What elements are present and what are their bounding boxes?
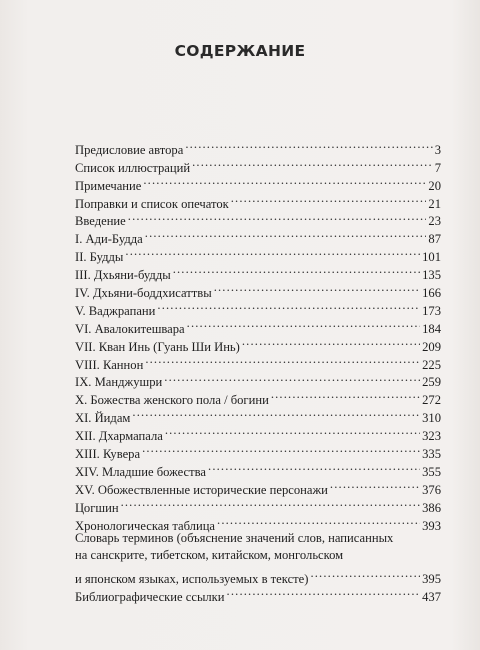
- toc-entry-page: 3: [434, 142, 441, 157]
- toc-entry-label: Предисловие автора: [75, 142, 184, 157]
- toc-entry-page: 173: [422, 303, 441, 318]
- glossary-line-2: на санскрите, тибетском, китайском, монгольском: [75, 548, 344, 563]
- dot-leader: [271, 386, 420, 404]
- toc-entry-label: VI. Авалокитешвара: [75, 321, 185, 336]
- toc-entry: [75, 136, 441, 157]
- dot-leader: [121, 494, 421, 512]
- table-of-contents: [75, 136, 441, 605]
- dot-leader: [217, 512, 420, 530]
- dot-leader: [214, 279, 420, 297]
- glossary-line-3: и японском языках, используемых в тексте): [75, 572, 309, 587]
- toc-entry-label: XII. Дхармапала: [75, 429, 163, 444]
- toc-entry: [75, 243, 441, 265]
- toc-entry-label: IV. Дхьяни-боддхисаттвы: [75, 286, 212, 301]
- dot-leader: [143, 172, 426, 190]
- toc-entry-label: Поправки и список опечаток: [75, 196, 229, 211]
- toc-entry-page: 355: [422, 464, 441, 479]
- dot-leader: [330, 476, 420, 494]
- toc-entry-label: Библиографические ссылки: [75, 590, 225, 605]
- dot-leader: [187, 315, 420, 333]
- dot-leader: [185, 136, 432, 154]
- toc-entry-page: 209: [422, 339, 441, 354]
- toc-entry-label: I. Ади-Будда: [75, 232, 143, 247]
- toc-entry-glossary: [75, 530, 441, 587]
- dot-leader: [145, 225, 427, 243]
- dot-leader: [145, 351, 420, 369]
- toc-entry-page: 87: [428, 232, 441, 247]
- toc-entry: [75, 494, 441, 515]
- toc-entry: [75, 512, 441, 533]
- toc-entry: [75, 225, 441, 247]
- toc-entry-page: 166: [422, 286, 441, 301]
- dot-leader: [132, 404, 420, 422]
- toc-entry-page: 184: [422, 321, 441, 336]
- toc-entry-page: 310: [422, 411, 441, 426]
- toc-entry-label: Список иллюстраций: [75, 160, 191, 175]
- toc-entry-page: 272: [422, 393, 441, 408]
- toc-entry-page: 386: [422, 500, 441, 515]
- dot-leader: [157, 297, 420, 315]
- toc-entry-page: 20: [428, 178, 441, 193]
- toc-entry-page: 395: [422, 572, 441, 587]
- dot-leader: [231, 190, 427, 208]
- toc-entry-label: VIII. Каннон: [75, 357, 144, 372]
- toc-entry-label: IX. Манджушри: [75, 375, 163, 390]
- glossary-line-3-row: [75, 565, 441, 587]
- dot-leader: [142, 440, 420, 458]
- dot-leader: [125, 243, 420, 261]
- toc-entry-page: 21: [428, 196, 441, 211]
- dot-leader: [208, 458, 420, 476]
- dot-leader: [165, 422, 420, 440]
- toc-entry-page: 323: [422, 429, 441, 444]
- dot-leader: [227, 583, 421, 601]
- dot-leader: [164, 369, 420, 387]
- toc-entry-page: 259: [422, 375, 441, 390]
- toc-entry: [75, 261, 441, 283]
- dot-leader: [192, 154, 433, 172]
- dot-leader: [173, 261, 420, 279]
- toc-entry-page: 393: [422, 518, 441, 533]
- toc-entry-page: 437: [422, 590, 441, 605]
- glossary-line-1: Словарь терминов (объяснение значений слов, написанных: [75, 530, 394, 545]
- toc-entry-page: 376: [422, 482, 441, 497]
- toc-entry-label: III. Дхьяни-будды: [75, 268, 171, 283]
- toc-entry-page: 101: [422, 250, 441, 265]
- toc-entry-label: XIII. Кувера: [75, 447, 141, 462]
- toc-entry-label: VII. Кван Инь (Гуань Ши Инь): [75, 339, 240, 354]
- toc-entry-page: 7: [434, 160, 441, 175]
- toc-entry-label: XIV. Младшие божества: [75, 464, 207, 479]
- page-title: СОДЕРЖАНИЕ: [174, 42, 306, 60]
- toc-entry-label: Цогшин: [75, 500, 119, 515]
- toc-entry-label: Хронологическая таблица: [75, 518, 216, 533]
- toc-entry-label: V. Ваджрапани: [75, 303, 156, 318]
- toc-entry-page: 135: [422, 268, 441, 283]
- dot-leader: [242, 333, 420, 351]
- toc-entry: [75, 208, 441, 229]
- toc-entry-label: XV. Обожествленные исторические персонажи: [75, 482, 328, 497]
- toc-entry-label: Примечание: [75, 178, 142, 193]
- toc-entry-label: X. Божества женского пола / богини: [75, 393, 269, 408]
- toc-entry-page: 23: [428, 214, 441, 229]
- toc-entry-label: II. Будды: [75, 250, 124, 265]
- dot-leader: [310, 565, 420, 583]
- toc-entry-label: Введение: [75, 214, 126, 229]
- toc-entry-page: 225: [422, 357, 441, 372]
- toc-entry-label: XI. Йидам: [75, 411, 131, 426]
- dot-leader: [128, 208, 427, 226]
- toc-entry-page: 335: [422, 447, 441, 462]
